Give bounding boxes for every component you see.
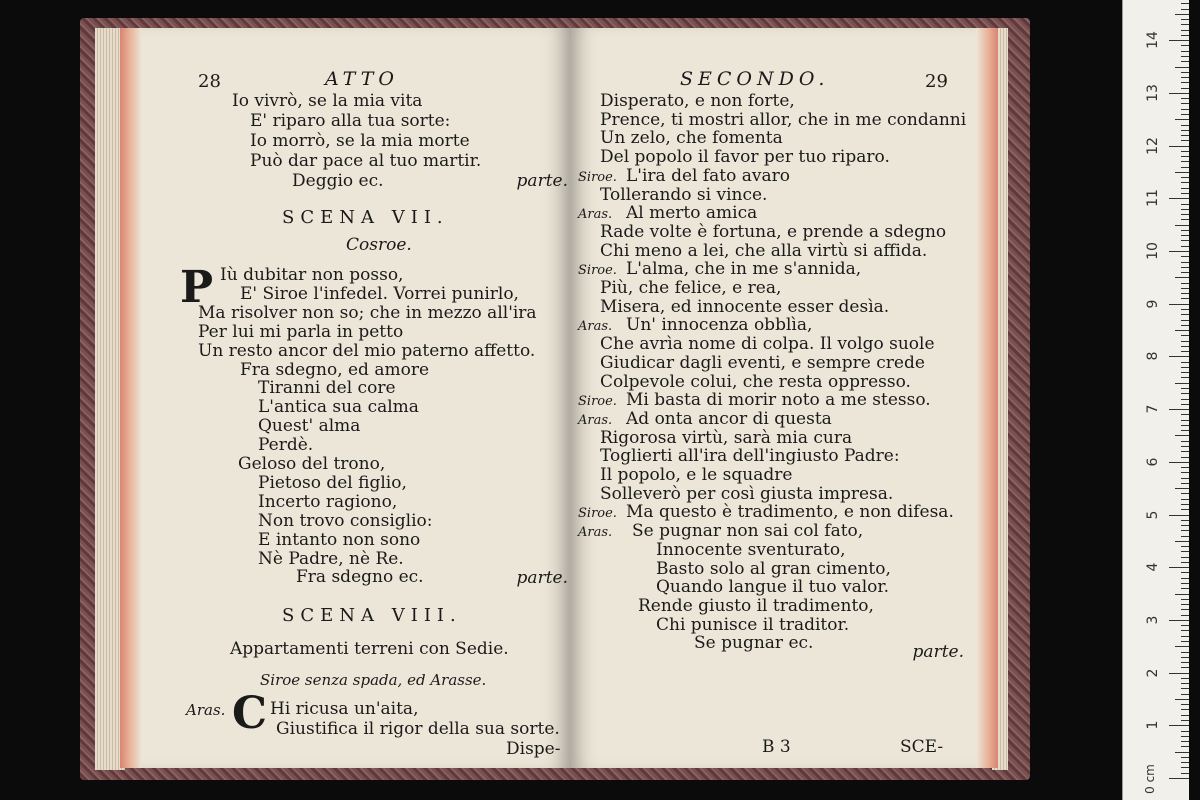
ruler-tick	[1181, 588, 1189, 589]
ruler-number: 8	[1145, 351, 1161, 361]
ruler-number: 11	[1145, 189, 1161, 208]
ruler-tick	[1175, 541, 1189, 542]
dialogue-line: Che avrìa nome di colpa. Il volgo suole	[600, 334, 935, 355]
verse-line: Quest' alma	[258, 416, 361, 437]
verse-line: Può dar pace al tuo martir.	[250, 151, 482, 171]
ruler-tick	[1181, 325, 1189, 326]
ruler-tick	[1169, 778, 1189, 779]
ruler-tick	[1175, 330, 1189, 331]
stage-direction-exit: parte.	[912, 642, 964, 662]
dialogue-line: Se pugnar non sai col fato,	[632, 521, 864, 542]
dialogue-line: Disperato, e non forte,	[600, 91, 795, 111]
dialogue-line: Al merto amica	[626, 203, 758, 224]
page-number: 29	[925, 71, 948, 92]
ruler-tick	[1181, 615, 1189, 616]
dialogue-line: Se pugnar ec.	[694, 633, 814, 654]
verse-line: Ma risolver non so; che in mezzo all'ira	[198, 302, 537, 323]
ruler-tick	[1169, 515, 1189, 516]
ruler-tick	[1181, 151, 1189, 152]
ruler-tick	[1181, 657, 1189, 658]
ruler-tick	[1181, 493, 1189, 494]
ruler-tick	[1181, 103, 1189, 104]
ruler-tick	[1181, 341, 1189, 342]
ruler-tick	[1181, 551, 1189, 552]
ruler-tick	[1181, 320, 1189, 321]
ruler-tick	[1181, 30, 1189, 31]
ruler-tick	[1181, 662, 1189, 663]
ruler-tick	[1181, 167, 1189, 168]
verse-line: E' Siroe l'infedel. Vorrei punirlo,	[240, 283, 519, 304]
dialogue-line: Più, che felice, e rea,	[600, 278, 782, 298]
dialogue-line: Chi punisce il traditor.	[656, 614, 850, 635]
running-head: ATTO	[325, 68, 399, 90]
ruler-tick	[1181, 630, 1189, 631]
verse-line: Non trovo consiglio:	[258, 510, 433, 531]
ruler-tick	[1181, 688, 1189, 689]
ruler-tick	[1175, 488, 1189, 489]
speaker-label: Siroe.	[578, 263, 617, 279]
dialogue-line: Quando langue il tuo valor.	[656, 577, 890, 598]
ruler-tick	[1175, 119, 1189, 120]
ruler-tick	[1181, 61, 1189, 62]
ruler-tick	[1175, 435, 1189, 436]
scene-speaker: Cosroe.	[346, 235, 412, 255]
ruler-tick	[1181, 609, 1189, 610]
ruler-tick	[1181, 314, 1189, 315]
ruler-tick	[1169, 356, 1189, 357]
ruler-tick	[1181, 520, 1189, 521]
ruler-tick	[1181, 625, 1189, 626]
verse-line: Hi ricusa un'aita,	[270, 699, 419, 719]
ruler-number: 5	[1145, 510, 1161, 519]
ruler-tick	[1181, 240, 1189, 241]
verse-line: L'antica sua calma	[258, 397, 419, 418]
speaker-label: Aras.	[186, 701, 226, 719]
ruler-tick	[1169, 198, 1189, 199]
ruler-tick	[1181, 3, 1189, 4]
ruler-tick	[1181, 641, 1189, 642]
ruler-tick	[1169, 462, 1189, 463]
dialogue-line: Giudicar dagli eventi, e sempre crede	[600, 352, 925, 373]
dialogue-line: Un' innocenza obblìa,	[626, 315, 813, 336]
dialogue-line: Innocente sventurato,	[656, 539, 846, 560]
dialogue-line: Solleverò per così giusta impresa.	[600, 483, 894, 504]
ruler-tick	[1181, 246, 1189, 247]
ruler-tick	[1169, 620, 1189, 621]
ruler-tick	[1181, 404, 1189, 405]
ruler-tick	[1169, 93, 1189, 94]
verse-line: Pietoso del figlio,	[258, 472, 407, 493]
verse-line: Io vivrò, se la mia vita	[232, 91, 423, 111]
ruler-tick	[1181, 467, 1189, 468]
scene-title: SCENA VIII.	[282, 605, 462, 626]
ruler-tick	[1181, 351, 1189, 352]
catchword: Dispe-	[506, 739, 561, 759]
ruler-tick	[1181, 288, 1189, 289]
dialogue-line: Misera, ed innocente esser desìa.	[600, 296, 890, 317]
stage-direction-exit: parte.	[516, 171, 568, 191]
ruler-tick	[1181, 773, 1189, 774]
dialogue-line: Prence, ti mostri allor, che in me condanni	[600, 109, 967, 130]
ruler-tick	[1181, 135, 1189, 136]
dialogue-line: Rigorosa virtù, sarà mia cura	[600, 427, 853, 448]
ruler-tick	[1175, 752, 1189, 753]
left-page	[120, 28, 570, 768]
dialogue-line: Chi meno a lei, che alla virtù si affida.	[600, 240, 928, 261]
dialogue-line: Rende giusto il tradimento,	[638, 595, 874, 616]
ruler-tick	[1181, 309, 1189, 310]
verse-line: Iù dubitar non posso,	[220, 265, 404, 285]
ruler-number: 6	[1145, 457, 1161, 467]
ruler-tick	[1181, 636, 1189, 637]
ruler-number: 1	[1145, 720, 1161, 730]
ruler-tick	[1181, 177, 1189, 178]
ruler-tick	[1181, 414, 1189, 415]
speaker-label: Aras.	[578, 207, 613, 223]
signature-mark: B 3	[762, 737, 791, 757]
ruler-tick	[1181, 109, 1189, 110]
ruler-tick	[1181, 140, 1189, 141]
ruler-tick	[1181, 530, 1189, 531]
dialogue-line: Un zelo, che fomenta	[600, 128, 783, 149]
ruler-tick	[1175, 225, 1189, 226]
ruler-tick	[1181, 451, 1189, 452]
ruler-tick	[1181, 478, 1189, 479]
ruler-tick	[1181, 130, 1189, 131]
dialogue-line: Toglierti all'ira dell'ingiusto Padre:	[600, 446, 900, 467]
speaker-label: Siroe.	[578, 394, 617, 410]
ruler-tick	[1181, 262, 1189, 263]
ruler-tick	[1181, 572, 1189, 573]
ruler-tick	[1181, 604, 1189, 605]
measurement-ruler	[1122, 0, 1189, 800]
verse-line: Fra sdegno ec.	[296, 567, 424, 588]
ruler-tick	[1175, 646, 1189, 647]
dialogue-line: Ma questo è tradimento, e non difesa.	[626, 502, 954, 523]
running-head: SECONDO.	[680, 68, 830, 90]
ruler-tick	[1181, 272, 1189, 273]
dialogue-line: Del popolo il favor per tuo riparo.	[600, 147, 890, 168]
right-page	[570, 28, 998, 768]
ruler-tick	[1169, 567, 1189, 568]
ruler-tick	[1181, 425, 1189, 426]
scene-title: SCENA VII.	[282, 207, 449, 228]
ruler-tick	[1169, 409, 1189, 410]
speaker-label: Aras.	[578, 319, 613, 335]
dialogue-line: Tollerando si vince.	[600, 184, 768, 205]
ruler-tick	[1181, 446, 1189, 447]
ruler-tick	[1181, 678, 1189, 679]
dialogue-line: Ad onta ancor di questa	[626, 408, 832, 429]
ruler-tick	[1181, 77, 1189, 78]
ruler-tick	[1181, 88, 1189, 89]
ruler-tick	[1181, 72, 1189, 73]
dialogue-line: L'ira del fato avaro	[626, 165, 790, 186]
stage-direction-exit: parte.	[516, 568, 568, 588]
ruler-tick	[1181, 578, 1189, 579]
ruler-number: 13	[1145, 83, 1161, 102]
ruler-tick	[1181, 19, 1189, 20]
speaker-label: Siroe.	[578, 506, 617, 522]
ruler-tick	[1175, 277, 1189, 278]
ruler-tick	[1169, 725, 1189, 726]
ruler-tick	[1181, 546, 1189, 547]
ruler-tick	[1181, 746, 1189, 747]
ruler-unit: 0 cm	[1143, 764, 1158, 794]
ruler-tick	[1169, 673, 1189, 674]
ruler-number: 3	[1145, 615, 1161, 625]
ruler-number: 7	[1145, 404, 1161, 414]
ruler-tick	[1181, 472, 1189, 473]
ruler-tick	[1181, 114, 1189, 115]
ruler-tick	[1181, 204, 1189, 205]
ruler-tick	[1181, 583, 1189, 584]
ruler-tick	[1181, 562, 1189, 563]
verse-line: E intanto non sono	[258, 529, 421, 550]
dialogue-line: Colpevole colui, che resta oppresso.	[600, 371, 911, 392]
ruler-tick	[1169, 304, 1189, 305]
ruler-tick	[1175, 699, 1189, 700]
scene-setting: Appartamenti terreni con Sedie.	[230, 639, 509, 659]
ruler-tick	[1181, 420, 1189, 421]
ruler-tick	[1175, 14, 1189, 15]
ruler-tick	[1181, 430, 1189, 431]
ruler-tick	[1181, 599, 1189, 600]
ruler-tick	[1181, 736, 1189, 737]
ruler-tick	[1181, 377, 1189, 378]
ruler-tick	[1181, 335, 1189, 336]
verse-line: Tiranni del core	[258, 378, 396, 399]
scene-cast: Siroe senza spada, ed Arasse.	[260, 671, 487, 689]
ruler-tick	[1181, 82, 1189, 83]
red-page-edge	[120, 28, 142, 768]
verse-line: Giustifica il rigor della sua sorte.	[276, 719, 560, 739]
ruler-number: 10	[1145, 242, 1161, 260]
ruler-tick	[1181, 45, 1189, 46]
ruler-tick	[1181, 509, 1189, 510]
ruler-tick	[1181, 731, 1189, 732]
ruler-tick	[1181, 219, 1189, 220]
dialogue-line: Basto solo al gran cimento,	[656, 558, 891, 579]
ruler-tick	[1181, 683, 1189, 684]
verse-line: Nè Padre, nè Re.	[258, 548, 404, 569]
ruler-tick	[1181, 652, 1189, 653]
ruler-tick	[1169, 146, 1189, 147]
ruler-tick	[1181, 35, 1189, 36]
ruler-tick	[1181, 188, 1189, 189]
ruler-tick	[1181, 209, 1189, 210]
ruler-tick	[1181, 393, 1189, 394]
verse-line: Per lui mi parla in petto	[198, 321, 404, 342]
ruler-tick	[1181, 24, 1189, 25]
ruler-tick	[1181, 720, 1189, 721]
ruler-number: 14	[1145, 31, 1161, 50]
ruler-tick	[1181, 362, 1189, 363]
ruler-tick	[1181, 372, 1189, 373]
ruler-tick	[1181, 98, 1189, 99]
ruler-tick	[1181, 9, 1189, 10]
ruler-tick	[1181, 346, 1189, 347]
dialogue-line: L'alma, che in me s'annida,	[626, 259, 862, 280]
ruler-tick	[1181, 483, 1189, 484]
ruler-tick	[1175, 172, 1189, 173]
page-number: 28	[198, 71, 221, 92]
ruler-tick	[1181, 457, 1189, 458]
ruler-tick	[1181, 214, 1189, 215]
ruler-tick	[1181, 441, 1189, 442]
red-page-edge	[976, 28, 998, 768]
ruler-tick	[1181, 504, 1189, 505]
ruler-tick	[1181, 557, 1189, 558]
verse-line: E' riparo alla tua sorte:	[250, 111, 451, 131]
drop-cap: P	[180, 262, 214, 313]
ruler-tick	[1181, 283, 1189, 284]
ruler-tick	[1181, 235, 1189, 236]
speaker-label: Aras.	[578, 525, 613, 541]
ruler-tick	[1181, 388, 1189, 389]
ruler-tick	[1181, 156, 1189, 157]
verse-line: Perdè.	[258, 435, 314, 456]
ruler-tick	[1181, 230, 1189, 231]
dialogue-line: Rade volte è fortuna, e prende a sdegno	[600, 221, 947, 242]
ruler-tick	[1169, 40, 1189, 41]
ruler-tick	[1181, 161, 1189, 162]
ruler-tick	[1181, 293, 1189, 294]
ruler-tick	[1181, 704, 1189, 705]
verse-line: Io morrò, se la mia morte	[250, 131, 470, 151]
verse-line: Fra sdegno, ed amore	[240, 359, 430, 380]
ruler-number: 2	[1145, 668, 1161, 678]
drop-cap: C	[232, 688, 268, 739]
ruler-tick	[1181, 182, 1189, 183]
dialogue-line: Il popolo, e le squadre	[600, 465, 793, 485]
ruler-tick	[1181, 256, 1189, 257]
ruler-number: 4	[1145, 562, 1161, 572]
ruler-tick	[1175, 594, 1189, 595]
ruler-tick	[1175, 383, 1189, 384]
ruler-tick	[1181, 499, 1189, 500]
ruler-tick	[1181, 757, 1189, 758]
ruler-tick	[1181, 741, 1189, 742]
ruler-tick	[1181, 715, 1189, 716]
ruler-tick	[1181, 125, 1189, 126]
verse-line: Un resto ancor del mio paterno affetto.	[198, 340, 536, 361]
dialogue-line: Mi basta di morir noto a me stesso.	[626, 390, 931, 411]
verse-line: Deggio ec.	[292, 171, 384, 191]
verse-line: Geloso del trono,	[238, 454, 386, 474]
ruler-tick	[1181, 536, 1189, 537]
speaker-label: Siroe.	[578, 169, 617, 185]
ruler-tick	[1181, 51, 1189, 52]
ruler-tick	[1181, 193, 1189, 194]
catchword: SCE-	[900, 737, 944, 757]
ruler-tick	[1181, 762, 1189, 763]
ruler-tick	[1181, 694, 1189, 695]
ruler-tick	[1181, 298, 1189, 299]
verse-line: Incerto ragiono,	[258, 491, 398, 512]
ruler-tick	[1175, 67, 1189, 68]
ruler-tick	[1181, 367, 1189, 368]
ruler-number: 12	[1145, 136, 1161, 155]
ruler-tick	[1181, 709, 1189, 710]
ruler-number: 9	[1145, 299, 1161, 309]
ruler-tick	[1181, 667, 1189, 668]
ruler-tick	[1181, 267, 1189, 268]
ruler-tick	[1181, 399, 1189, 400]
ruler-tick	[1181, 767, 1189, 768]
ruler-tick	[1181, 56, 1189, 57]
speaker-label: Aras.	[578, 412, 613, 428]
ruler-tick	[1169, 251, 1189, 252]
ruler-tick	[1181, 525, 1189, 526]
